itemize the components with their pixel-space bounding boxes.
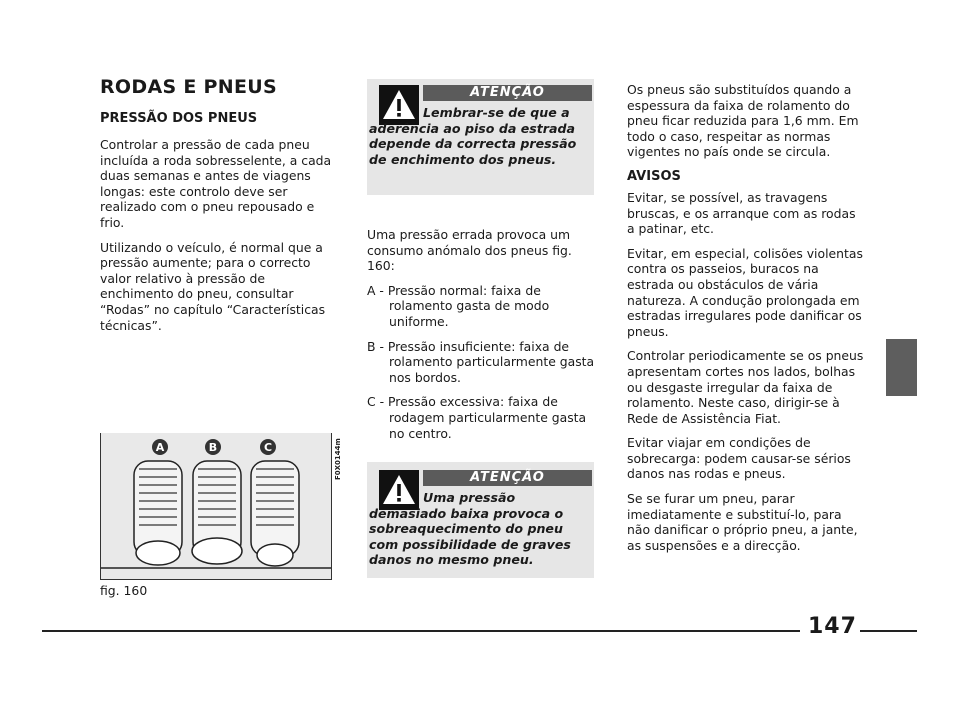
section-subtitle: PRESSÃO DOS PNEUS <box>100 111 258 126</box>
paragraph: Uma pressão errada provoca um consumo anómalo dos pneus fig. 160: <box>367 227 572 274</box>
warning-text: Uma pressão demasiado baixa provoca o sobreaquecimento do pneu com possibilidade de graves danos no mesmo pneu. <box>369 490 571 567</box>
avisos-heading: AVISOS <box>627 168 681 184</box>
page-title: RODAS E PNEUS <box>100 76 277 98</box>
paragraph: Os pneus são substituídos quando a espessura da faixa de rolamento do pneu ficar reduzida para 1,6 mm. Em todo o caso, respeitar as normas vigentes no país onde se circula. <box>627 82 859 160</box>
paragraph: Controlar periodicamente se os pneus apresentam cortes nos lados, bolhas ou desgaste irregular da faixa de rolamento. Neste caso, dirigir-se à Rede de Assistência Fiat. <box>627 348 864 426</box>
tire-c <box>251 461 299 566</box>
figure-caption: fig. 160 <box>100 583 148 598</box>
paragraph: Se se furar um pneu, parar imediatamente e substituí-lo, para não danificar o próprio pneu, a jante, as suspensões e a direcção. <box>627 491 858 553</box>
warning-text: Lembrar-se de que a aderência ao piso da estrada depende da correcta pressão de enchimento dos pneus. <box>369 105 577 167</box>
column-1-text <box>100 137 340 342</box>
list-item: A - Pressão normal: faixa de rolamento gasta de modo uniforme. <box>367 282 550 329</box>
column-2-text <box>367 227 597 450</box>
warning-heading: ATENÇÃO <box>423 85 592 101</box>
tire-b <box>192 461 242 564</box>
list-item: C - Pressão excessiva: faixa de rodagem particularmente gasta no centro. <box>367 394 587 441</box>
paragraph: Evitar viajar em condições de sobrecarga: podem causar-se sérios danos nas rodas e pneus. <box>627 435 851 482</box>
chapter-tab <box>886 339 917 396</box>
footer-rule-right <box>860 630 917 632</box>
label-c: C <box>263 441 273 454</box>
label-a: A <box>155 441 165 454</box>
svg-text:F0X0144m: F0X0144m <box>334 438 342 480</box>
label-b: B <box>208 441 218 454</box>
figure-code <box>329 426 345 482</box>
tire-a <box>134 461 182 565</box>
list-item: B - Pressão insuficiente: faixa de rolamento particularmente gasta nos bordos. <box>367 338 595 385</box>
paragraph: Evitar, se possível, as travagens bruscas, e os arranque com as rodas a patinar, etc. <box>627 189 856 237</box>
tire-wear-figure <box>100 433 332 580</box>
paragraph: Utilizando o veículo, é normal que a pressão aumente; para o correcto valor relativo à pressão de enchimento do pneu, consultar “Rodas” no capítulo “Características técnicas”. <box>100 239 326 333</box>
paragraph: Evitar, em especial, colisões violentas contra os passeios, buracos na estrada ou obstáculos de vária natureza. A condução prolongada em estradas irregulares pode danificar os pneus. <box>627 245 863 339</box>
warning-heading: ATENÇÃO <box>423 470 592 486</box>
warning-box-1 <box>367 79 594 195</box>
footer-rule-left <box>42 630 800 632</box>
tire-illustration <box>101 433 331 579</box>
paragraph: Controlar a pressão de cada pneu incluída a roda sobresselente, a cada duas semanas e antes de viagens longas: este controlo deve ser realizado com o pneu repousado e frio. <box>100 137 332 230</box>
warning-box-2 <box>367 462 594 578</box>
page-number: 147 <box>808 614 857 639</box>
column-3-text <box>627 82 867 562</box>
